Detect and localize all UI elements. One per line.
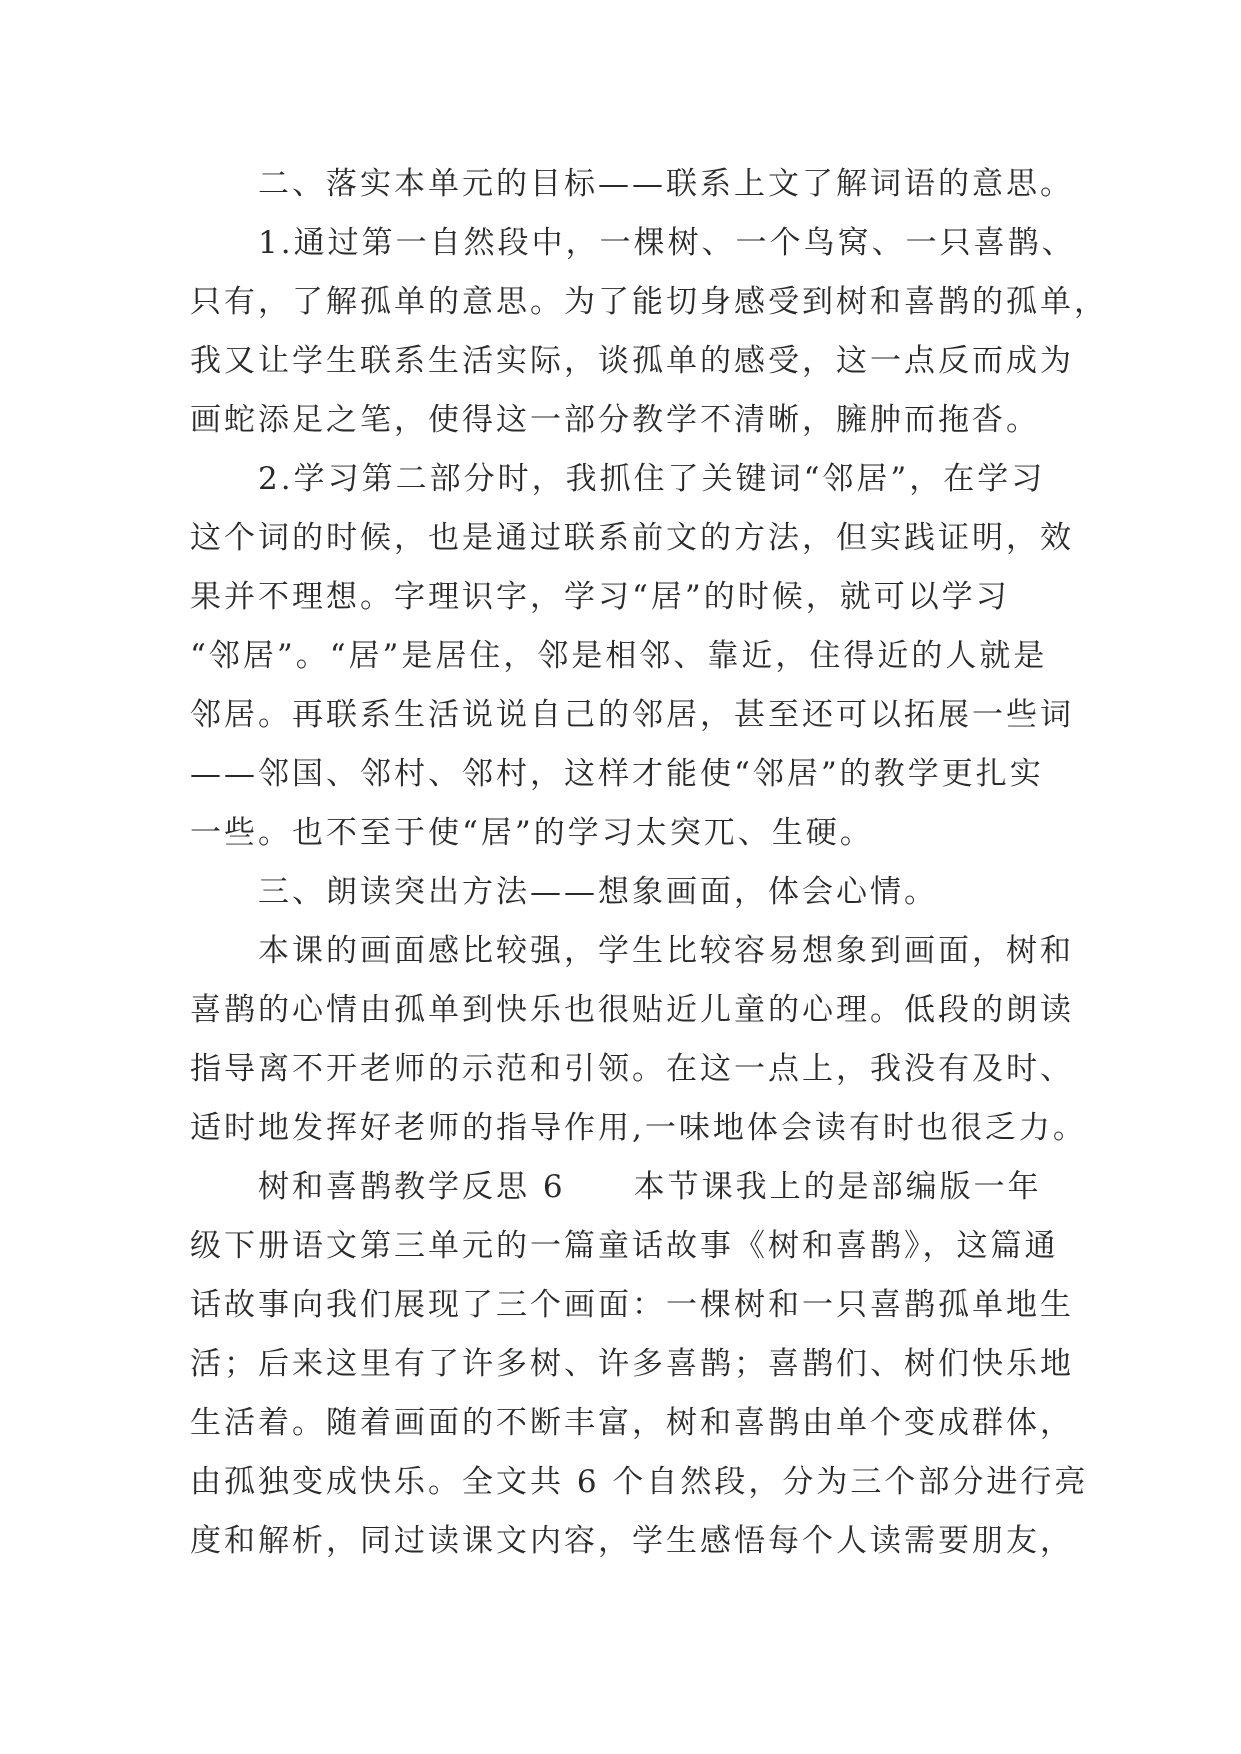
paragraph-line: 邻居。再联系生活说说自己的邻居，甚至还可以拓展一些词 bbox=[190, 697, 1074, 733]
paragraph-line: 果并不理想。字理识字，学习“居”的时候，就可以学习 bbox=[190, 579, 1010, 615]
paragraph-line: 2.学习第二部分时，我抓住了关键词“邻居”，在学习 bbox=[258, 461, 1046, 497]
paragraph-line: 画蛇添足之笔，使得这一部分教学不清晰，臃肿而拖沓。 bbox=[190, 402, 1040, 438]
paragraph-line: 指导离不开老师的示范和引领。在这一点上，我没有及时、 bbox=[190, 1051, 1074, 1087]
paragraph-line: 这个词的时候，也是通过联系前文的方法，但实践证明，效 bbox=[190, 520, 1074, 556]
paragraph-line: 级下册语文第三单元的一篇童话故事《树和喜鹊》，这篇通 bbox=[190, 1228, 1059, 1264]
paragraph-line: 生活着。随着画面的不断丰富，树和喜鹊由单个变成群体， bbox=[190, 1405, 1074, 1441]
paragraph-line: 活；后来这里有了许多树、许多喜鹊；喜鹊们、树们快乐地 bbox=[190, 1346, 1074, 1382]
paragraph-line: 话故事向我们展现了三个画面：一棵树和一只喜鹊孤单地生 bbox=[190, 1287, 1074, 1323]
paragraph-line: 由孤独变成快乐。全文共 6 个自然段，分为三个部分进行亮 bbox=[190, 1464, 1089, 1500]
paragraph-line: 1.通过第一自然段中，一棵树、一个鸟窝、一只喜鹊、 bbox=[258, 225, 1076, 261]
paragraph-line: 本课的画面感比较强，学生比较容易想象到画面，树和 bbox=[258, 933, 1074, 969]
paragraph-line: 只有，了解孤单的意思。为了能切身感受到树和喜鹊的孤单， bbox=[190, 284, 1108, 320]
paragraph-line: 适时地发挥好老师的指导作用,一味地体会读有时也很乏力。 bbox=[190, 1110, 1087, 1146]
paragraph-line: 我又让学生联系生活实际，谈孤单的感受，这一点反而成为 bbox=[190, 343, 1074, 379]
section-heading-3: 三、朗读突出方法——想象画面，体会心情。 bbox=[258, 874, 938, 910]
document-body bbox=[190, 155, 1108, 1571]
paragraph-line: 度和解析，同过读课文内容，学生感悟每个人读需要朋友， bbox=[190, 1523, 1074, 1559]
paragraph-line: 树和喜鹊教学反思 6 本节课我上的是部编版一年 bbox=[258, 1169, 1042, 1205]
paragraph-line: “邻居”。“居”是居住，邻是相邻、靠近，住得近的人就是 bbox=[190, 638, 1048, 674]
paragraph-line: 喜鹊的心情由孤单到快乐也很贴近儿童的心理。低段的朗读 bbox=[190, 992, 1074, 1028]
section-heading-2: 二、落实本单元的目标——联系上文了解词语的意思。 bbox=[258, 166, 1074, 202]
paragraph-line: 一些。也不至于使“居”的学习太突兀、生硬。 bbox=[190, 815, 874, 851]
paragraph-line: ——邻国、邻村、邻村，这样才能使“邻居”的教学更扎实 bbox=[190, 756, 1044, 792]
